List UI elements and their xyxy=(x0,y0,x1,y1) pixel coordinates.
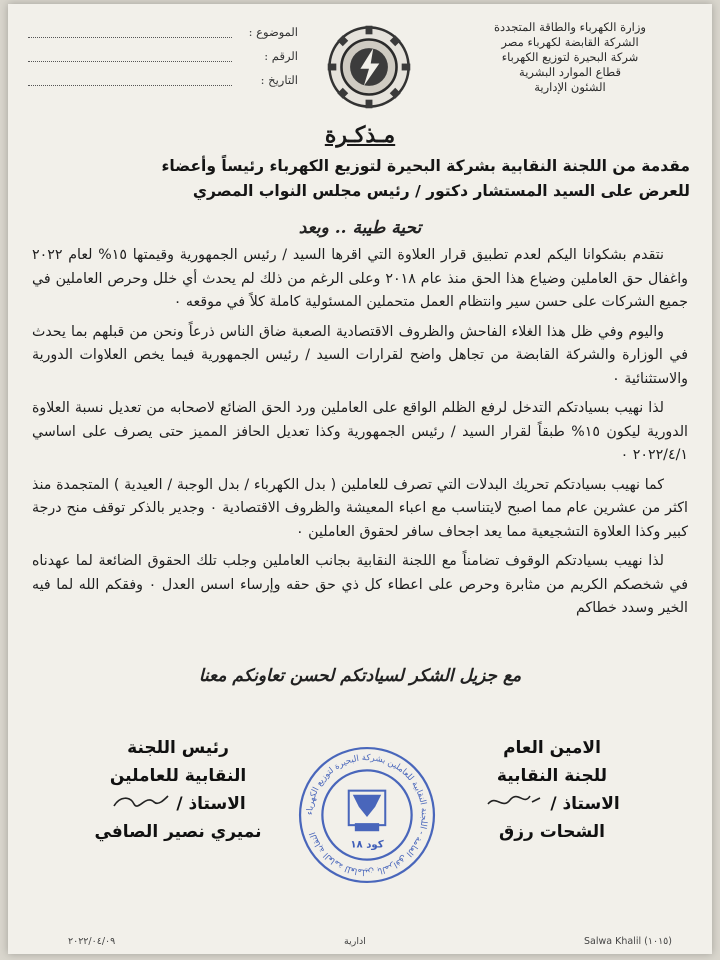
footer-date: ٢٠٢٢/٠٤/٠٩ xyxy=(68,936,116,947)
page-footer xyxy=(8,936,712,952)
company-logo-icon xyxy=(326,24,412,110)
signer-label: الاستاذ / xyxy=(550,794,620,814)
paragraph: لذا نهيب بسيادتكم الوقوف تضامناً مع اللجنة النقابية بجانب العاملين وجلب تلك الحقوق الضائعة لما عهدناه في شخصكم الكريم من مثابرة وحرص على اعطاء كل ذي حق حقه وإرساء اسس العدل ٠ وفقكم الله لما فيه الخير وسدد خطاكم xyxy=(32,553,688,616)
subject-line: مقدمة من اللجنة النقابية بشركة البحيرة لتوزيع الكهرباء رئيساً وأعضاء xyxy=(161,157,690,175)
signer-title: النقابية للعاملين xyxy=(109,766,247,786)
footer-author: Salwa Khalil (١٠١٥) xyxy=(584,936,672,947)
paragraph: لذا نهيب بسيادتكم التدخل لرفع الظلم الواقع على العاملين ورد الحق الضائع لاصحابه من تعديل نسبة العلاوة الدورية ليكون ١٥% طبقاً لقرار السيد / رئيس الجمهورية وكذا تعديل الحافز المميز حتى يصرف على اساسي ٢٠٢٢/٤/١ ٠ xyxy=(32,400,688,463)
union-stamp-icon xyxy=(296,744,438,886)
field-line xyxy=(28,75,232,86)
paragraph: نتقدم بشكوانا اليكم لعدم تطبيق قرار العلاوة التي اقرها السيد / رئيس الجمهورية وقيمتها ١٥% لعام ٢٠٢٢ واغفال حق العاملين وضياع هذا الحق منذ عام ٢٠١٨ وعلى الرغم من ذلك لم يحدث أي خلل وحرص العاملين في جميع الشركات على حسن سير وانتظام العمل متحملين المسئولية كاملة كلاً في موقعه ٠ xyxy=(32,247,688,310)
paragraph: كما نهيب بسيادتكم تحريك البدلات التي تصرف للعاملين ( بدل الكهرباء / بدل الوجبة / العيدية ) المتجمدة منذ اكثر من عشرين عام مما اصبح لايتناسب مع اعباء المعيشة والظروف الاقتصادية ٠ وجدير بالذكر توقف منح درجة كبير وكذا العلاوة التشجيعية مما يعد اجحاف سافر لحقوق العاملين ٠ xyxy=(32,476,688,540)
handwritten-signature-icon xyxy=(484,790,544,812)
memo-title: مـذكـرة xyxy=(324,122,396,148)
signer-name: الشحات رزق xyxy=(499,822,605,842)
field-label: الموضوع : xyxy=(248,25,298,39)
org-line: الشئون الإدارية xyxy=(534,80,606,94)
field-label: الرقم : xyxy=(264,49,298,63)
memo-page xyxy=(8,4,712,954)
stamp-ring-text: النقابة العامة للعاملين بالمرافق العامة - اللجنة النقابية للعاملين بشركة البحيرة لتوزيع الكهرباء xyxy=(305,753,429,877)
number-field xyxy=(28,44,298,68)
date-field xyxy=(28,68,298,92)
subject-line: للعرض على السيد المستشار دكتور / رئيس مجلس النواب المصري xyxy=(192,182,690,200)
signer-title: رئيس اللجنة xyxy=(127,738,229,758)
greeting: تحية طيبة .. وبعد xyxy=(298,218,422,238)
paragraph: واليوم وفي ظل هذا الغلاء الفاحش والظروف الاقتصادية الصعبة ضاق الناس ذرعاً ونحن من قبلهم بما يحدث في الوزارة والشركة القابضة من تجاهل واضح لقرارات السيد / رئيس الجمهورية فيما يخص العلاوات الدورية والاستثنائية ٠ xyxy=(32,323,688,387)
closing-line: مع جزيل الشكر لسيادتكم لحسن تعاونكم معنا xyxy=(198,666,522,686)
stamp-code: كود ١٨ xyxy=(350,839,384,851)
signer-label: الاستاذ / xyxy=(176,794,246,814)
signer-title: الامين العام xyxy=(503,738,601,758)
org-line: الشركة القابضة لكهرباء مصر xyxy=(501,35,639,49)
memo-subject xyxy=(30,154,690,204)
field-label: التاريخ : xyxy=(260,73,298,87)
handwritten-signature-icon xyxy=(110,790,170,812)
org-line: قطاع الموارد البشرية xyxy=(519,65,621,79)
memo-body xyxy=(32,244,688,627)
memo-fields xyxy=(28,20,298,92)
org-line: شركة البحيرة لتوزيع الكهرباء xyxy=(501,50,639,64)
subject-field xyxy=(28,20,298,44)
org-line: وزارة الكهرباء والطاقة المتجددة xyxy=(494,20,646,34)
field-line xyxy=(28,27,232,38)
organization-header xyxy=(440,20,700,95)
footer-department: ادارية xyxy=(344,936,366,947)
field-line xyxy=(28,51,232,62)
signature-committee-president xyxy=(78,734,278,846)
signer-name: نميري نصير الصافي xyxy=(94,822,262,842)
signer-title: للجنة النقابية xyxy=(496,766,608,786)
signature-general-secretary xyxy=(442,734,662,846)
